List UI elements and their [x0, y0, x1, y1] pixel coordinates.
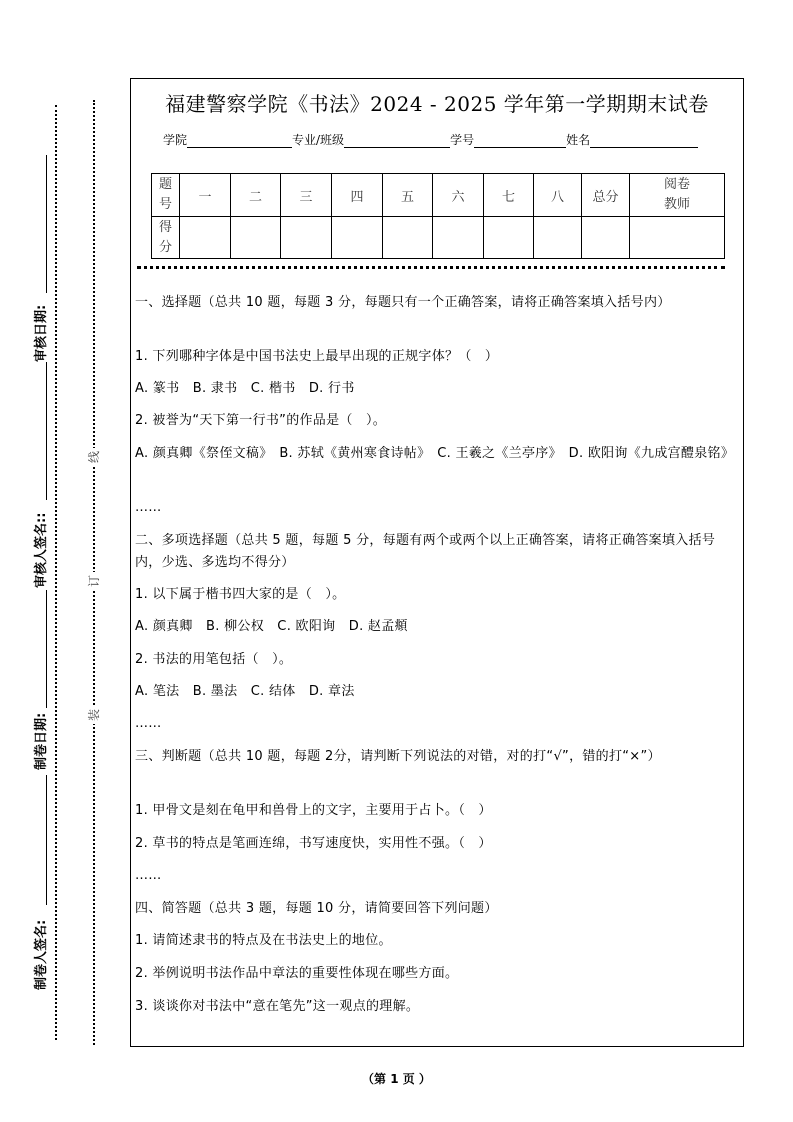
question-number-header: 题 号	[152, 174, 180, 217]
s4-question-1: 1. 请简述隶书的特点及在书法史上的地位。	[135, 933, 392, 948]
binding-mark-staple: 订	[84, 572, 102, 590]
s1-question-2: 2. 被誉为“天下第一行书”的作品是（ ）。	[135, 413, 387, 428]
exam-title: 福建警察学院《书法》2024 - 2025 学年第一学期期末试卷	[165, 92, 709, 116]
review-date-label: 审核日期:	[34, 304, 49, 362]
score-cell-7[interactable]	[484, 217, 534, 259]
col-header-2: 二	[231, 174, 281, 217]
col-header-6: 六	[433, 174, 484, 217]
s1-question-2-options: A. 颜真卿《祭侄文稿》 B. 苏轼《黄州寒食诗帖》 C. 王羲之《兰亭序》 D. 欧阳询《九成宫醴泉铭》	[135, 446, 735, 461]
score-table	[151, 173, 725, 259]
s2-question-2: 2. 书法的用笔包括（ ）。	[135, 652, 293, 667]
s2-question-1: 1. 以下属于楷书四大家的是（ ）。	[135, 587, 346, 602]
score-table-score-row	[152, 217, 725, 259]
s4-question-3: 3. 谈谈你对书法中“意在笔先”这一观点的理解。	[135, 999, 420, 1014]
paper-maker-signature-label: 制卷人签名:	[34, 919, 49, 990]
binding-mark-line: 线	[84, 448, 102, 466]
name-label: 姓名	[566, 133, 591, 147]
score-cell-reviewer[interactable]	[630, 217, 725, 259]
major-class-label: 专业/班级	[292, 133, 345, 147]
page-number: （第 1 页 ）	[362, 1072, 431, 1086]
s3-question-2: 2. 草书的特点是笔画连绵，书写速度快，实用性不强。（ ）	[135, 836, 492, 851]
binding-mark-bind: 装	[84, 706, 102, 724]
col-header-8: 八	[534, 174, 582, 217]
student-id-field[interactable]	[474, 133, 566, 148]
s2-ellipsis: ……	[135, 716, 162, 731]
score-cell-3[interactable]	[281, 217, 332, 259]
name-field[interactable]	[590, 133, 698, 148]
paper-date-line	[46, 660, 47, 708]
score-table-header-row	[152, 174, 725, 217]
reviewer-header: 阅卷 教师	[630, 174, 725, 217]
college-label: 学院	[163, 133, 188, 147]
s2-question-1-options: A. 颜真卿 B. 柳公权 C. 欧阳询 D. 赵孟頫	[135, 619, 408, 634]
student-info-row	[163, 131, 698, 148]
score-cell-8[interactable]	[534, 217, 582, 259]
col-header-7: 七	[484, 174, 534, 217]
reviewer-signature-line-tail	[46, 590, 47, 660]
s2-question-2-options: A. 笔法 B. 墨法 C. 结体 D. 章法	[135, 684, 355, 699]
s4-question-2: 2. 举例说明书法作品中章法的重要性体现在哪些方面。	[135, 966, 459, 981]
paper-date-label: 制卷日期:	[34, 712, 49, 770]
score-cell-4[interactable]	[332, 217, 383, 259]
paper-date-line-tail	[46, 775, 47, 905]
col-header-5: 五	[383, 174, 433, 217]
col-header-4: 四	[332, 174, 383, 217]
col-header-total: 总分	[582, 174, 630, 217]
score-cell-2[interactable]	[231, 217, 281, 259]
col-header-3: 三	[281, 174, 332, 217]
review-date-line	[46, 155, 47, 293]
college-field[interactable]	[187, 133, 292, 148]
score-cell-5[interactable]	[383, 217, 433, 259]
student-id-label: 学号	[450, 133, 475, 147]
score-cell-1[interactable]	[180, 217, 231, 259]
s1-ellipsis: ……	[135, 500, 162, 515]
col-header-1: 一	[180, 174, 231, 217]
score-cell-6[interactable]	[433, 217, 484, 259]
section-2-heading: 二、多项选择题（总共 5 题，每题 5 分，每题有两个或两个以上正确答案，请将正确答案填入括号内，少选、多选均不得分）	[135, 533, 716, 570]
major-class-field[interactable]	[344, 133, 450, 148]
s3-question-1: 1. 甲骨文是刻在龟甲和兽骨上的文字，主要用于占卜。（ ）	[135, 803, 492, 818]
reviewer-signature-label: 审核人签名::	[34, 512, 49, 588]
reviewer-signature-line	[46, 390, 47, 500]
s1-question-1: 1. 下列哪种字体是中国书法史上最早出现的正规字体？（ ）	[135, 349, 499, 364]
binding-dotted-line-outer	[55, 105, 57, 1040]
header-dotted-separator	[137, 266, 725, 269]
section-3-heading: 三、判断题（总共 10 题，每题 2分，请判断下列说法的对错，对的打“√”，错的打“×”）	[135, 749, 661, 764]
s1-question-1-options: A. 篆书 B. 隶书 C. 楷书 D. 行书	[135, 381, 355, 396]
score-cell-total[interactable]	[582, 217, 630, 259]
score-row-header: 得 分	[152, 217, 180, 259]
s3-ellipsis: ……	[135, 868, 162, 883]
section-1-heading: 一、选择题（总共 10 题，每题 3 分，每题只有一个正确答案，请将正确答案填入括号内）	[135, 295, 671, 310]
section-4-heading: 四、简答题（总共 3 题，每题 10 分，请简要回答下列问题）	[135, 901, 498, 916]
review-date-line-tail	[46, 362, 47, 390]
